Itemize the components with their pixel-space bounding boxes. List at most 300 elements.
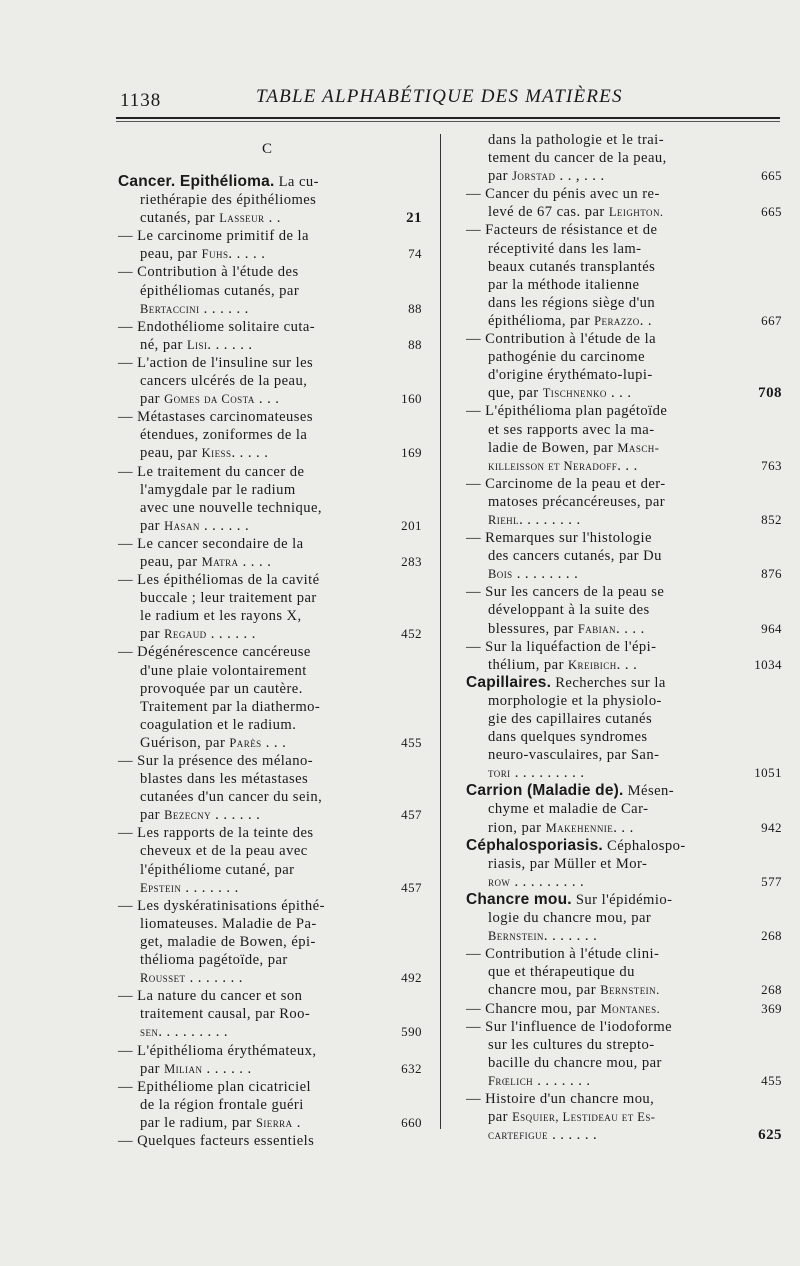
index-line	[118, 191, 390, 209]
page-ref: 492	[401, 970, 422, 986]
index-line	[118, 643, 390, 661]
index-line	[118, 987, 390, 1005]
entry-text: — Les épithéliomas de la cavité	[118, 572, 320, 589]
page-ref: 457	[401, 879, 422, 895]
index-line	[118, 263, 390, 281]
index-line	[118, 1005, 390, 1023]
entry-text: Traitement par la diathermo-	[140, 698, 321, 715]
index-line	[466, 1072, 782, 1090]
entry-text: — Sur la présence des mélano-	[118, 753, 314, 769]
author-name: Lisi	[186, 337, 208, 352]
entry-text: Céphalospo-	[602, 837, 686, 854]
entry-text: neuro-vasculaires, par San-	[488, 747, 660, 764]
index-line	[466, 439, 742, 457]
index-line	[466, 384, 782, 402]
entry-text: Mésen-	[623, 783, 675, 800]
index-line	[118, 1096, 390, 1114]
right-column	[466, 131, 782, 1144]
page-ref: 660	[401, 1114, 422, 1130]
author-name: Epstein	[140, 880, 182, 895]
entry-text: cancers ulcérés de la peau,	[140, 373, 308, 390]
index-line	[466, 529, 742, 547]
index-line	[118, 173, 390, 191]
entry-text: développant à la suite des	[488, 602, 650, 619]
leader-dots: . .	[264, 210, 281, 227]
author-name: Masch-	[617, 440, 660, 455]
entry-text: par	[488, 168, 513, 185]
entry-text: levé de 67 cas. par	[488, 204, 609, 221]
entry-text: — Carcinome de la peau et der-	[466, 475, 666, 492]
leader-dots: . . . . . . . . .	[510, 873, 585, 890]
entry-text: get, maladie de Bowen, épi-	[140, 933, 316, 950]
entry-text: matoses précancéreuses, par	[488, 493, 666, 510]
author-name: Kreibich	[568, 657, 617, 672]
entry-heading: Cancer. Epithélioma.	[118, 173, 275, 190]
index-line	[118, 969, 422, 987]
entry-text: Recherches sur la	[551, 674, 666, 691]
entry-text: l'épithéliome cutané, par	[140, 861, 295, 878]
index-line	[118, 1023, 422, 1041]
entry-text: — Sur l'influence de l'iodoforme	[466, 1018, 673, 1035]
author-name: Bernstein	[488, 929, 544, 944]
index-line	[118, 625, 422, 643]
page-ref: 665	[761, 204, 782, 220]
index-line	[466, 421, 742, 439]
entry-text: par	[140, 1060, 165, 1077]
entry-text: cheveux et de la peau avec	[140, 843, 308, 860]
entry-text: par	[140, 517, 165, 534]
page-ref: 1051	[754, 765, 782, 781]
entry-text: par le radium, par	[140, 1114, 256, 1131]
index-line	[118, 517, 422, 535]
entry-text: peau, par	[140, 445, 202, 462]
leader-dots: . . . . .	[231, 445, 269, 462]
entry-text: rion, par	[488, 819, 546, 836]
author-name: Rousset	[140, 971, 186, 986]
header-rule	[116, 117, 780, 119]
entry-text: — Le cancer secondaire de la	[118, 535, 304, 552]
index-line	[118, 752, 390, 770]
author-name: Lasseur	[219, 211, 265, 226]
index-line	[118, 662, 390, 680]
author-name: killeisson et Neradoff	[488, 458, 618, 473]
entry-text: — Dégénérescence cancéreuse	[118, 644, 311, 661]
index-line	[118, 408, 390, 426]
index-line	[466, 800, 742, 818]
index-line	[118, 698, 390, 716]
page-ref: 708	[758, 385, 782, 402]
entry-text: traitement causal, par Roo-	[140, 1006, 311, 1023]
entry-heading: Céphalosporiasis.	[466, 836, 603, 854]
leader-dots: . . . . . . . . .	[510, 765, 585, 782]
index-line	[118, 318, 390, 336]
entry-text: — Quelques facteurs essentiels	[118, 1132, 315, 1149]
page-ref: 283	[401, 553, 422, 569]
entry-text: né, par	[140, 336, 187, 353]
entry-text: d'origine érythémato-lupi-	[488, 367, 653, 384]
index-line	[118, 571, 390, 589]
page-ref: 667	[761, 312, 782, 328]
author-name: sen	[140, 1025, 159, 1040]
entry-text: morphologie et la physiolo-	[488, 692, 662, 709]
index-line	[466, 873, 782, 891]
entry-text: riasis, par Müller et Mor-	[488, 855, 648, 872]
leader-dots: . . . .	[616, 620, 645, 637]
leader-dots: . . . . .	[228, 246, 266, 263]
entry-text: dans les régions siège d'un	[488, 294, 656, 311]
leader-dots: . . , . . .	[555, 168, 605, 185]
author-name: Hasan	[164, 518, 200, 533]
author-name: Fuhs	[201, 247, 229, 262]
author-name: Makehennie	[545, 820, 614, 835]
index-line	[466, 312, 782, 330]
index-line	[466, 891, 742, 909]
index-line	[118, 245, 422, 263]
index-line	[466, 963, 742, 981]
index-line	[118, 553, 422, 571]
author-name: Perazzo	[594, 313, 640, 328]
index-line	[118, 463, 390, 481]
index-line	[466, 746, 742, 764]
index-line	[466, 620, 782, 638]
entry-text: tement du cancer de la peau,	[488, 150, 667, 167]
author-name: Riehl	[488, 512, 520, 527]
author-name: Regaud	[164, 627, 207, 642]
index-line	[466, 1000, 782, 1018]
index-line	[118, 354, 390, 372]
index-line	[118, 806, 422, 824]
index-line	[118, 842, 390, 860]
index-line	[466, 475, 742, 493]
index-line	[466, 294, 742, 312]
index-line	[466, 402, 742, 420]
index-line	[466, 493, 742, 511]
entry-text: — La nature du cancer et son	[118, 988, 303, 1005]
page-ref: 268	[761, 928, 782, 944]
entry-text: par	[140, 807, 165, 824]
leader-dots: . . . . . .	[199, 300, 249, 317]
index-line	[466, 909, 742, 927]
page-ref: 88	[408, 300, 422, 316]
entry-text: La cu-	[274, 174, 319, 190]
entry-text: avec une nouvelle technique,	[140, 499, 322, 516]
entry-text: — Cancer du pénis avec un re-	[466, 186, 660, 203]
running-title: TABLE ALPHABÉTIQUE DES MATIÈRES	[256, 86, 623, 107]
leader-dots: . . . . . . . .	[512, 566, 579, 583]
index-line	[466, 710, 742, 728]
index-line	[118, 824, 390, 842]
page-ref: 452	[401, 626, 422, 642]
entry-text: bacille du chancre mou, par	[488, 1054, 662, 1071]
author-name: Milian	[164, 1061, 203, 1076]
column-divider	[440, 134, 441, 1129]
index-line	[118, 951, 390, 969]
entry-text: que, par	[488, 385, 543, 402]
leader-dots: . . . .	[238, 553, 272, 570]
leader-dots: . . . . . .	[202, 1060, 252, 1077]
page-ref: 201	[401, 517, 422, 533]
leader-dots: . .	[639, 312, 653, 329]
page-ref: 455	[401, 734, 422, 750]
entry-text: buccale ; leur traitement par	[140, 590, 317, 607]
entry-text: liomateuses. Maladie de Pa-	[140, 915, 317, 932]
leader-dots: . . . . . .	[211, 807, 261, 824]
index-line	[118, 680, 390, 698]
entry-text: — Facteurs de résistance et de	[466, 222, 658, 239]
entry-text: par	[488, 1109, 513, 1126]
index-line	[118, 734, 422, 752]
index-line	[118, 879, 422, 897]
index-line	[466, 330, 742, 348]
page-ref: 21	[406, 210, 422, 227]
leader-dots: . . .	[613, 819, 634, 836]
entry-text: sur les cultures du strepto-	[488, 1036, 655, 1053]
page-ref: 763	[761, 457, 782, 473]
index-line	[118, 770, 390, 788]
entry-text: — L'action de l'insuline sur les	[118, 354, 314, 371]
index-line	[466, 981, 782, 999]
index-line	[466, 547, 742, 565]
index-line	[118, 1060, 422, 1078]
entry-text: ladie de Bowen, par	[488, 439, 618, 456]
entry-text: — Remarques sur l'histologie	[466, 530, 652, 547]
entry-text: — Le carcinome primitif de la	[118, 228, 309, 245]
entry-text: Sur l'épidémio-	[571, 891, 673, 908]
entry-heading: Chancre mou.	[466, 890, 572, 908]
leader-dots: . . . . . . . . .	[158, 1024, 229, 1041]
index-line	[118, 481, 390, 499]
leader-dots: . . . . . .	[199, 517, 250, 534]
index-line	[118, 788, 390, 806]
index-line	[118, 372, 390, 390]
index-line	[118, 915, 390, 933]
section-letter: C	[262, 141, 273, 157]
leader-dots: . . .	[606, 385, 632, 402]
leader-dots: . . . . . . . .	[519, 511, 581, 528]
index-line	[466, 692, 742, 710]
entry-text: dans quelques syndromes	[488, 729, 648, 746]
index-line	[118, 535, 390, 553]
index-line	[466, 348, 742, 366]
leader-dots: . . . . . . .	[181, 879, 239, 896]
entry-text: — Contribution à l'étude des	[118, 264, 299, 281]
author-name: tori	[488, 766, 511, 781]
page-number: 1138	[120, 90, 162, 111]
entry-text: par	[140, 391, 165, 408]
index-line	[118, 499, 390, 517]
author-name: Matra	[201, 554, 239, 569]
page-ref: 876	[761, 566, 782, 582]
index-line	[118, 897, 390, 915]
page-ref: 577	[761, 873, 782, 889]
entry-text: — Les rapports de la teinte des	[118, 825, 314, 842]
author-name: Bois	[488, 567, 513, 582]
index-line	[466, 1090, 742, 1108]
index-line	[466, 203, 782, 221]
entry-text: — Métastases carcinomateuses	[118, 409, 313, 426]
index-line	[466, 276, 742, 294]
leader-dots: . . .	[616, 656, 638, 673]
entry-heading: Carrion (Maladie de).	[466, 782, 624, 800]
index-line	[118, 282, 390, 300]
index-line	[466, 764, 782, 782]
index-line	[466, 457, 782, 475]
author-name: Gomes da Costa	[164, 392, 255, 407]
index-line	[118, 300, 422, 318]
entry-text: cutanés, par	[140, 210, 220, 227]
index-line	[118, 390, 422, 408]
index-line	[118, 336, 422, 354]
page-ref: 632	[401, 1060, 422, 1076]
header-rule-thin	[116, 121, 780, 122]
leader-dots: . . . . . . .	[543, 928, 598, 945]
index-line	[466, 583, 742, 601]
index-line	[466, 1126, 782, 1144]
left-column	[118, 173, 422, 1150]
author-name: Montanes.	[600, 1001, 661, 1016]
index-line	[466, 511, 782, 529]
entry-text: logie du chancre mou, par	[488, 910, 652, 927]
entry-text: — Les dyskératinisations épithé-	[118, 897, 325, 914]
entry-text: — Contribution à l'étude de la	[466, 331, 657, 348]
index-line	[118, 1042, 390, 1060]
index-line	[466, 855, 742, 873]
author-name: Bezecny	[164, 808, 212, 823]
index-line	[118, 861, 390, 879]
entry-text: — Contribution à l'étude clini-	[466, 946, 660, 963]
entry-text: chancre mou, par	[488, 982, 601, 999]
page-ref: 964	[761, 620, 782, 636]
index-line	[466, 1054, 742, 1072]
entry-text: de la région frontale guéri	[140, 1096, 304, 1113]
author-name: Tischnenko	[542, 386, 607, 401]
entry-text: — Chancre mou, par	[466, 1000, 601, 1017]
index-line	[466, 167, 782, 185]
entry-text: cutanées d'un cancer du sein,	[140, 789, 323, 806]
entry-text: — Le traitement du cancer de	[118, 463, 305, 480]
author-name: Bertaccini	[140, 301, 200, 316]
author-name: Leighton.	[608, 205, 664, 220]
leader-dots: .	[292, 1114, 301, 1131]
entry-text: par	[140, 626, 165, 643]
page-ref: 74	[408, 246, 422, 262]
index-line	[466, 149, 742, 167]
entry-text: coagulation et le radium.	[140, 716, 297, 733]
page-ref: 852	[761, 511, 782, 527]
entry-text: étendues, zoniformes de la	[140, 427, 308, 444]
leader-dots: . . . . . . .	[185, 970, 243, 987]
author-name: Jorstad	[512, 169, 556, 184]
page-ref: 268	[761, 982, 782, 998]
entry-text: blessures, par	[488, 620, 578, 637]
entry-text: d'une plaie volontairement	[140, 662, 307, 679]
page-ref: 665	[761, 168, 782, 184]
entry-text: par la méthode italienne	[488, 276, 640, 293]
leader-dots: . . .	[617, 457, 638, 474]
author-name: Bernstein.	[600, 983, 660, 998]
page-ref: 1034	[754, 656, 782, 672]
index-line	[466, 638, 742, 656]
index-line	[466, 131, 742, 149]
entry-text: thélioma pagétoïde, par	[140, 952, 288, 969]
entry-text: et ses rapports avec la ma-	[488, 421, 655, 438]
index-line	[118, 426, 390, 444]
entry-text: gie des capillaires cutanés	[488, 711, 653, 727]
index-line	[466, 674, 742, 692]
entry-text: peau, par	[140, 246, 202, 263]
entry-text: que et thérapeutique du	[488, 964, 635, 981]
entry-text: dans la pathologie et le trai-	[488, 132, 664, 148]
index-line	[466, 1036, 742, 1054]
leader-dots: . . . . . .	[206, 626, 256, 643]
author-name: Esquier, Lestideau et Es-	[512, 1110, 656, 1125]
page-ref: 160	[401, 391, 422, 407]
index-line	[118, 1078, 390, 1096]
index-line	[466, 656, 782, 674]
entry-text: des cancers cutanés, par Du	[488, 548, 662, 565]
entry-text: peau, par	[140, 553, 202, 570]
page-ref: 369	[761, 1000, 782, 1016]
author-name: row	[488, 874, 511, 889]
index-line	[466, 366, 742, 384]
index-line	[118, 1114, 422, 1132]
entry-text: — L'épithélioma érythémateux,	[118, 1042, 317, 1059]
entry-text: épithélioma, par	[488, 312, 595, 329]
page-ref: 625	[758, 1127, 782, 1144]
page-ref: 457	[401, 807, 422, 823]
entry-text: Guérison, par	[140, 734, 230, 751]
leader-dots: . . .	[254, 391, 280, 408]
entry-heading: Capillaires.	[466, 673, 552, 691]
entry-text: chyme et maladie de Car-	[488, 801, 649, 818]
entry-text: pathogénie du carcinome	[488, 349, 646, 366]
author-name: cartefigue	[488, 1128, 548, 1143]
entry-text: provoquée par un cautère.	[140, 680, 303, 697]
leader-dots: . . . . . .	[207, 336, 253, 353]
author-name: Frœlich	[488, 1073, 534, 1088]
page-ref: 169	[401, 445, 422, 461]
entry-text: riethérapie des épithéliomes	[140, 192, 317, 209]
index-line	[118, 589, 390, 607]
leader-dots: . . . . . . .	[533, 1072, 591, 1089]
index-line	[466, 601, 742, 619]
index-line	[466, 221, 742, 239]
page-ref: 942	[761, 819, 782, 835]
author-name: Sierra	[255, 1115, 293, 1130]
entry-text: — Sur les cancers de la peau se	[466, 584, 665, 601]
entry-text: beaux cutanés transplantés	[488, 258, 656, 275]
entry-text: — Histoire d'un chancre mou,	[466, 1090, 655, 1107]
page-ref: 455	[761, 1072, 782, 1088]
index-line	[118, 1132, 390, 1150]
index-line	[466, 782, 742, 800]
index-line	[118, 933, 390, 951]
index-line	[118, 227, 390, 245]
entry-text: — Epithéliome plan cicatriciel	[118, 1078, 312, 1095]
index-line	[466, 819, 782, 837]
entry-text: réceptivité dans les lam-	[488, 240, 642, 257]
leader-dots: . . . . . .	[547, 1127, 598, 1144]
entry-text: l'amygdale par le radium	[140, 481, 296, 498]
author-name: Kiess	[201, 446, 232, 461]
index-line	[466, 945, 742, 963]
page-ref: 88	[408, 336, 422, 352]
index-line	[466, 1108, 742, 1126]
entry-text: épithéliomas cutanés, par	[140, 282, 300, 299]
index-line	[466, 258, 742, 276]
entry-text: thélium, par	[488, 656, 569, 673]
index-line	[466, 927, 782, 945]
